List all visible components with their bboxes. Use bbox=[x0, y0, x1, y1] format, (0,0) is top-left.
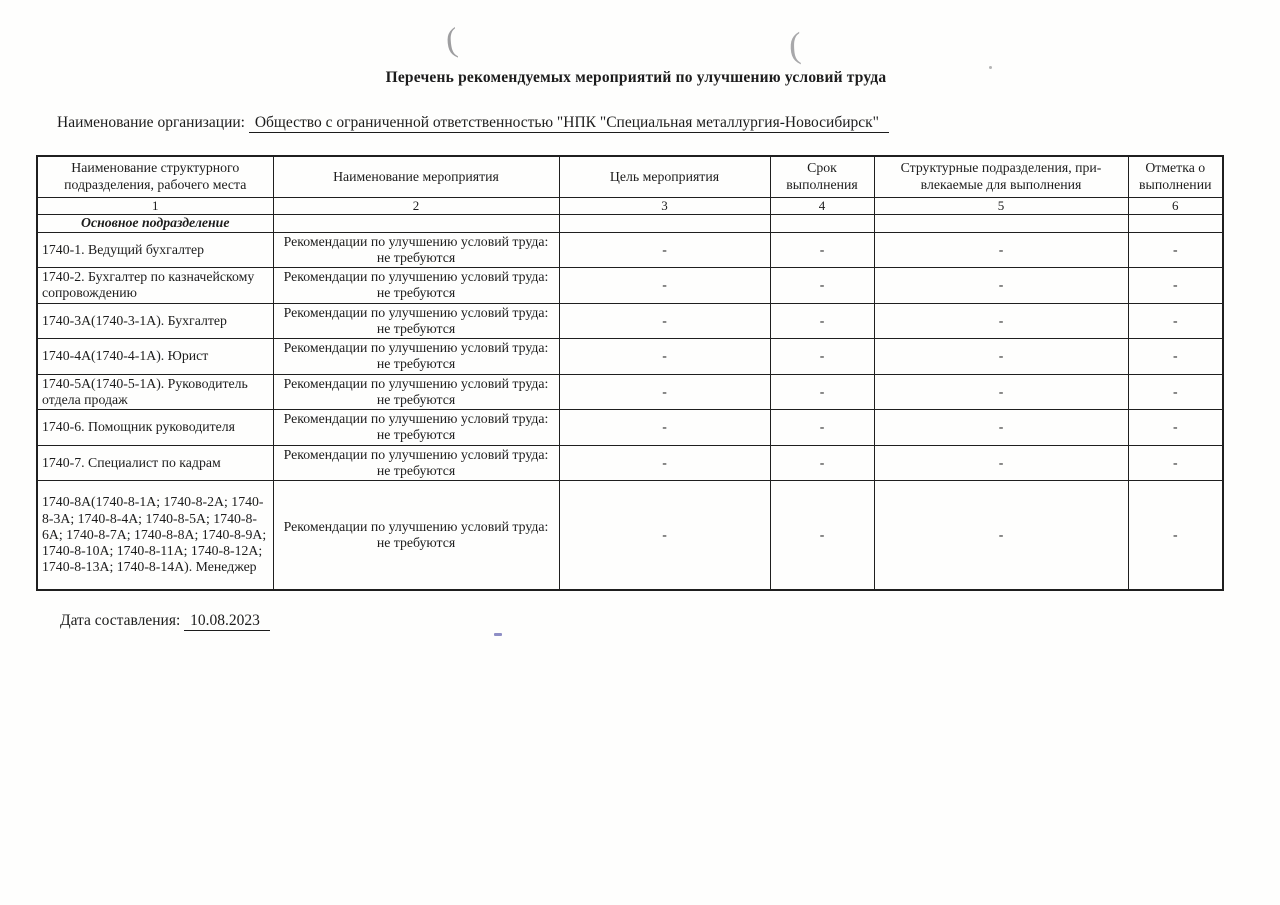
column-numbers-row bbox=[37, 197, 1223, 214]
organization-value: Общество с ограниченной ответственностью "НПК "Специальная металлургия-Новосибирск" bbox=[249, 114, 889, 133]
empty-cell bbox=[273, 214, 559, 232]
empty-cell bbox=[874, 214, 1128, 232]
department-cell: 1740-6. Помощник руководителя bbox=[37, 410, 273, 446]
measure-cell: Рекомендации по улучшению условий труда: не требуются bbox=[273, 268, 559, 304]
goal-cell: - bbox=[559, 481, 770, 590]
col-number: 2 bbox=[273, 197, 559, 214]
deadline-cell: - bbox=[770, 410, 874, 446]
scan-artifact-ink-dash bbox=[494, 633, 502, 636]
organization-line bbox=[57, 114, 889, 132]
section-row bbox=[37, 214, 1223, 232]
goal-cell: - bbox=[559, 410, 770, 446]
goal-cell: - bbox=[559, 232, 770, 268]
scan-artifact-paren-right: ( bbox=[787, 24, 803, 66]
mark-cell: - bbox=[1128, 232, 1223, 268]
department-cell: 1740-1. Ведущий бухгалтер bbox=[37, 232, 273, 268]
deadline-cell: - bbox=[770, 232, 874, 268]
table-row bbox=[37, 232, 1223, 268]
involved-cell: - bbox=[874, 374, 1128, 410]
date-value: 10.08.2023 bbox=[184, 612, 270, 631]
measure-cell: Рекомендации по улучшению условий труда: не требуются bbox=[273, 445, 559, 481]
empty-cell bbox=[559, 214, 770, 232]
mark-cell: - bbox=[1128, 410, 1223, 446]
involved-cell: - bbox=[874, 445, 1128, 481]
table-row bbox=[37, 268, 1223, 304]
involved-cell: - bbox=[874, 232, 1128, 268]
table-row bbox=[37, 445, 1223, 481]
col-header-deadline: Срок выполнения bbox=[770, 156, 874, 197]
involved-cell: - bbox=[874, 481, 1128, 590]
measure-cell: Рекомендации по улучшению условий труда: не требуются bbox=[273, 303, 559, 339]
deadline-cell: - bbox=[770, 445, 874, 481]
goal-cell: - bbox=[559, 268, 770, 304]
section-title: Основное подразделение bbox=[37, 214, 273, 232]
col-number: 3 bbox=[559, 197, 770, 214]
date-line bbox=[60, 612, 270, 630]
deadline-cell: - bbox=[770, 374, 874, 410]
mark-cell: - bbox=[1128, 339, 1223, 375]
deadline-cell: - bbox=[770, 268, 874, 304]
involved-cell: - bbox=[874, 339, 1128, 375]
department-cell: 1740-8А(1740-8-1А; 1740-8-2А; 1740-8-3А; 1740-8-4А; 1740-8-5А; 1740-8-6А; 1740-8-7А; 1740-8-8А; 1740-8-9А; 1740-8-10А; 1740-8-11А; 1740-8-12А; 1740-8-13А; 1740-8-14А). Менеджер bbox=[37, 481, 273, 590]
mark-cell: - bbox=[1128, 268, 1223, 304]
goal-cell: - bbox=[559, 374, 770, 410]
document-title: Перечень рекомендуемых мероприятий по улучшению условий труда bbox=[385, 69, 887, 86]
measure-cell: Рекомендации по улучшению условий труда: не требуются bbox=[273, 232, 559, 268]
col-number: 5 bbox=[874, 197, 1128, 214]
measure-cell: Рекомендации по улучшению условий труда: не требуются bbox=[273, 374, 559, 410]
department-cell: 1740-7. Специалист по кадрам bbox=[37, 445, 273, 481]
col-number: 4 bbox=[770, 197, 874, 214]
department-cell: 1740-2. Бухгалтер по казначейскому сопровождению bbox=[37, 268, 273, 304]
goal-cell: - bbox=[559, 303, 770, 339]
involved-cell: - bbox=[874, 303, 1128, 339]
col-header-measure: Наименование мероприятия bbox=[273, 156, 559, 197]
involved-cell: - bbox=[874, 268, 1128, 304]
department-cell: 1740-4А(1740-4-1А). Юрист bbox=[37, 339, 273, 375]
table-row bbox=[37, 339, 1223, 375]
table-header-row bbox=[37, 156, 1223, 197]
table-row bbox=[37, 374, 1223, 410]
mark-cell: - bbox=[1128, 374, 1223, 410]
department-cell: 1740-5А(1740-5-1А). Руководитель отдела продаж bbox=[37, 374, 273, 410]
table-row bbox=[37, 481, 1223, 590]
empty-cell bbox=[770, 214, 874, 232]
date-label: Дата составления: bbox=[60, 612, 181, 629]
goal-cell: - bbox=[559, 339, 770, 375]
department-cell: 1740-3А(1740-3-1А). Бухгалтер bbox=[37, 303, 273, 339]
mark-cell: - bbox=[1128, 445, 1223, 481]
col-header-involved: Структурные подразделения, при-влекаемые для выполнения bbox=[874, 156, 1128, 197]
involved-cell: - bbox=[874, 410, 1128, 446]
goal-cell: - bbox=[559, 445, 770, 481]
scan-artifact-paren-left: ( bbox=[444, 21, 460, 60]
table-row bbox=[37, 303, 1223, 339]
measure-cell: Рекомендации по улучшению условий труда: не требуются bbox=[273, 481, 559, 590]
col-number: 1 bbox=[37, 197, 273, 214]
deadline-cell: - bbox=[770, 303, 874, 339]
table-row bbox=[37, 410, 1223, 446]
mark-cell: - bbox=[1128, 481, 1223, 590]
col-header-department: Наименование структурного подразделения, рабочего места bbox=[37, 156, 273, 197]
measure-cell: Рекомендации по улучшению условий труда: не требуются bbox=[273, 339, 559, 375]
empty-cell bbox=[1128, 214, 1223, 232]
organization-label: Наименование организации: bbox=[57, 114, 245, 131]
col-number: 6 bbox=[1128, 197, 1223, 214]
col-header-mark: Отметка о выполнении bbox=[1128, 156, 1223, 197]
measure-cell: Рекомендации по улучшению условий труда: не требуются bbox=[273, 410, 559, 446]
col-header-goal: Цель мероприятия bbox=[559, 156, 770, 197]
deadline-cell: - bbox=[770, 481, 874, 590]
deadline-cell: - bbox=[770, 339, 874, 375]
measures-table bbox=[36, 155, 1224, 591]
mark-cell: - bbox=[1128, 303, 1223, 339]
